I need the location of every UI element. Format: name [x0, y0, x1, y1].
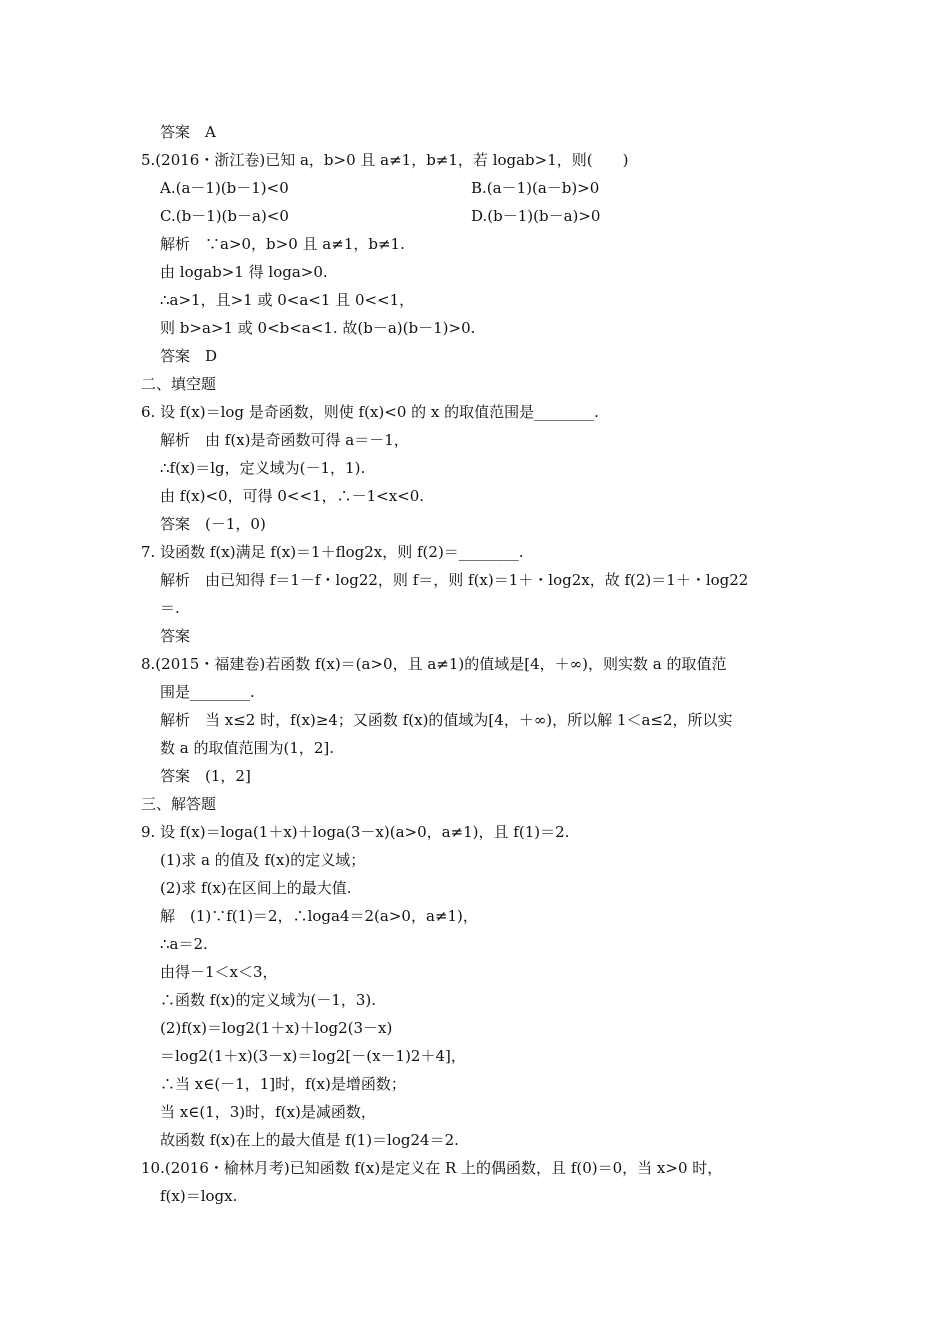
question-8: 8.(2015・福建卷)若函数 f(x)＝(a>0，且 a≠1)的值域是[4，＋∞)，则实数 a 的取值范 [141, 655, 727, 673]
section-heading: 三、解答题 [141, 795, 217, 813]
solution-line: ∴当 x∈(－1，1]时，f(x)是增函数； [160, 1075, 406, 1093]
option-d: D.(b－1)(b－a)>0 [471, 207, 601, 225]
subquestion: (2)求 f(x)在区间上的最大值. [160, 879, 352, 897]
analysis-line: 则 b>a>1 或 0<b<a<1. 故(b－a)(b－1)>0. [160, 319, 476, 337]
solution-line: 由得－1＜x＜3， [160, 963, 278, 981]
answer-line: 答案 (1，2] [160, 767, 251, 785]
solution-line: ∴a＝2. [160, 935, 208, 953]
analysis-line: 由 logab>1 得 loga>0. [160, 263, 328, 281]
answer-line: 答案 [160, 627, 191, 645]
question-9: 9. 设 f(x)＝loga(1＋x)＋loga(3－x)(a>0，a≠1)，且 f(1)＝2. [141, 823, 570, 841]
analysis-line: 解析 由已知得 f＝1－f・log22，则 f＝，则 f(x)＝1＋・log2x，故 f(2)＝1＋・log22 [160, 571, 749, 589]
question-10: 10.(2016・榆林月考)已知函数 f(x)是定义在 R 上的偶函数，且 f(0)＝0，当 x>0 时， [141, 1159, 723, 1177]
option-c: C.(b－1)(b－a)<0 [160, 207, 289, 225]
section-heading: 二、填空题 [141, 375, 217, 393]
question-6: 6. 设 f(x)＝log 是奇函数，则使 f(x)<0 的 x 的取值范围是________. [141, 403, 599, 421]
question-5: 5.(2016・浙江卷)已知 a，b>0 且 a≠1，b≠1，若 logab>1，则( ) [141, 151, 629, 169]
answer-line: 答案 D [160, 347, 218, 365]
analysis-line: 解析 ∵a>0，b>0 且 a≠1，b≠1. [160, 235, 405, 253]
solution-line: (2)f(x)＝log2(1＋x)＋log2(3－x) [160, 1019, 393, 1037]
question-10-cont: f(x)＝logx. [160, 1187, 238, 1205]
option-b: B.(a－1)(a－b)>0 [471, 179, 600, 197]
solution-line: ＝log2(1＋x)(3－x)＝log2[－(x－1)2＋4]， [160, 1047, 466, 1065]
analysis-line: ∴a>1，且>1 或 0<a<1 且 0<<1， [160, 291, 415, 309]
answer-line: 答案 (－1，0) [160, 515, 266, 533]
question-7: 7. 设函数 f(x)满足 f(x)＝1＋flog2x，则 f(2)＝________. [141, 543, 524, 561]
option-a: A.(a－1)(b－1)<0 [160, 179, 289, 197]
analysis-line: ＝. [160, 599, 180, 617]
subquestion: (1)求 a 的值及 f(x)的定义域； [160, 851, 366, 869]
solution-line: ∴函数 f(x)的定义域为(－1，3). [160, 991, 377, 1009]
analysis-line: 由 f(x)<0，可得 0<<1，∴－1<x<0. [160, 487, 425, 505]
question-8-cont: 围是________. [160, 683, 255, 701]
analysis-line: 解析 当 x≤2 时，f(x)≥4；又函数 f(x)的值域为[4，＋∞)，所以解 1＜a≤2，所以实 [160, 711, 733, 729]
analysis-line: ∴f(x)＝lg，定义域为(－1，1). [160, 459, 366, 477]
solution-line: 当 x∈(1，3)时，f(x)是减函数， [160, 1103, 376, 1121]
analysis-line: 数 a 的取值范围为(1，2]. [160, 739, 335, 757]
analysis-line: 解析 由 f(x)是奇函数可得 a＝－1， [160, 431, 409, 449]
solution-line: 故函数 f(x)在上的最大值是 f(1)＝log24＝2. [160, 1131, 459, 1149]
solution-line: 解 (1)∵f(1)＝2，∴loga4＝2(a>0，a≠1)， [160, 907, 478, 925]
answer-line: 答案 A [160, 123, 216, 141]
